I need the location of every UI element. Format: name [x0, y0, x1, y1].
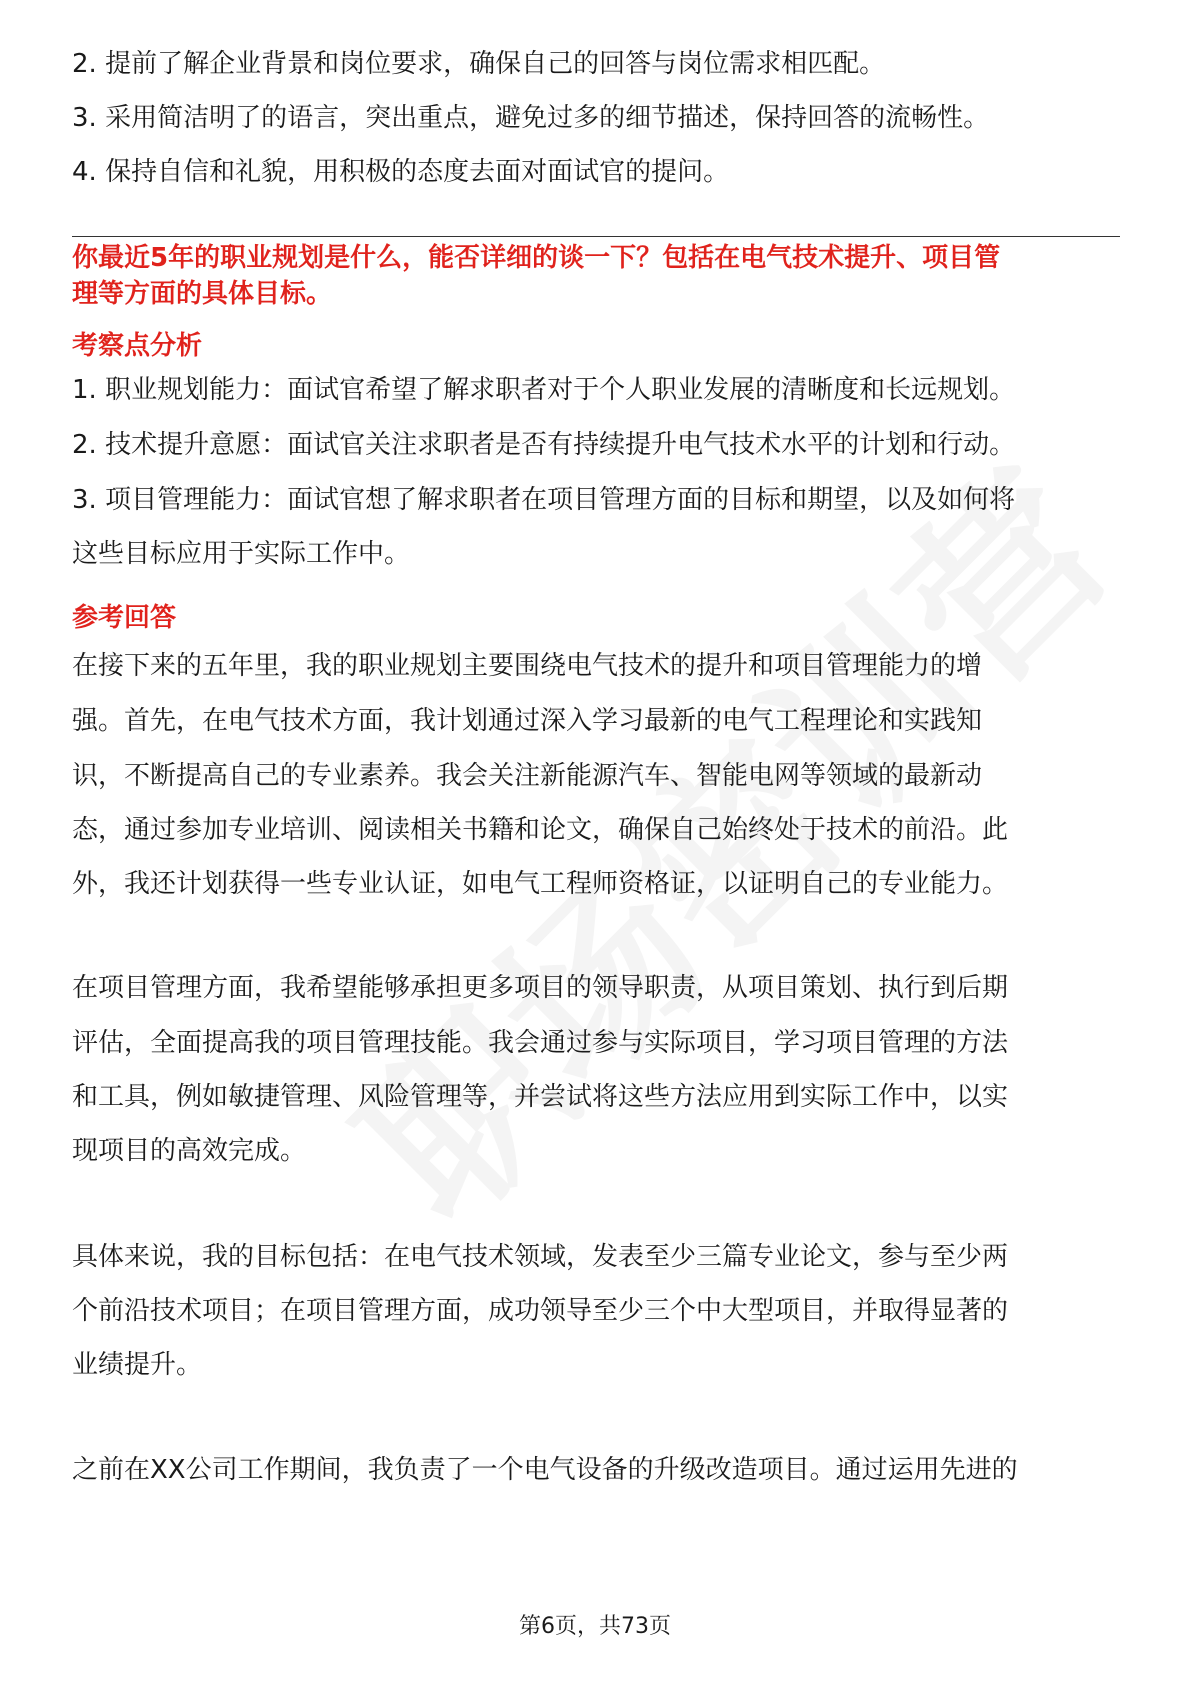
section-divider	[72, 236, 1120, 237]
answer-p1-line-3: 识，不断提高自己的专业素养。我会关注新能源汽车、智能电网等领域的最新动	[72, 761, 983, 791]
answer-p2-line-3: 和工具，例如敏捷管理、风险管理等，并尝试将这些方法应用到实际工作中，以实	[72, 1082, 1009, 1112]
prev-item-2: 2. 提前了解企业背景和岗位要求，确保自己的回答与岗位需求相匹配。	[72, 49, 886, 79]
analysis-item-1: 1. 职业规划能力：面试官希望了解求职者对于个人职业发展的清晰度和长远规划。	[72, 375, 1016, 405]
analysis-heading: 考察点分析	[72, 331, 203, 361]
prev-item-4: 4. 保持自信和礼貌，用积极的态度去面对面试官的提问。	[72, 157, 730, 187]
answer-p3-line-1: 具体来说，我的目标包括：在电气技术领域，发表至少三篇专业论文，参与至少两	[72, 1242, 1009, 1272]
answer-p2-line-1: 在项目管理方面，我希望能够承担更多项目的领导职责，从项目策划、执行到后期	[72, 973, 1009, 1003]
answer-p1-line-1: 在接下来的五年里，我的职业规划主要围绕电气技术的提升和项目管理能力的增	[72, 651, 983, 681]
answer-p3-line-2: 个前沿技术项目；在项目管理方面，成功领导至少三个中大型项目，并取得显著的	[72, 1296, 1009, 1326]
page-number: 第6页，共73页	[519, 1614, 671, 1639]
analysis-item-3-line-1: 3. 项目管理能力：面试官想了解求职者在项目管理方面的目标和期望，以及如何将	[72, 485, 1016, 515]
analysis-item-3-line-2: 这些目标应用于实际工作中。	[72, 539, 411, 569]
answer-p2-line-2: 评估，全面提高我的项目管理技能。我会通过参与实际项目，学习项目管理的方法	[72, 1028, 1009, 1058]
document-page	[72, 0, 1120, 1684]
prev-item-3: 3. 采用简洁明了的语言，突出重点，避免过多的细节描述，保持回答的流畅性。	[72, 103, 990, 133]
analysis-item-2: 2. 技术提升意愿：面试官关注求职者是否有持续提升电气技术水平的计划和行动。	[72, 430, 1016, 460]
answer-p4-line-1: 之前在XX公司工作期间，我负责了一个电气设备的升级改造项目。通过运用先进的	[72, 1455, 1018, 1485]
answer-p2-line-4: 现项目的高效完成。	[72, 1136, 307, 1166]
answer-p1-line-2: 强。首先，在电气技术方面，我计划通过深入学习最新的电气工程理论和实践知	[72, 706, 983, 736]
answer-heading: 参考回答	[72, 603, 177, 633]
answer-p3-line-3: 业绩提升。	[72, 1350, 203, 1380]
question-line-2: 理等方面的具体目标。	[72, 279, 333, 309]
answer-p1-line-5: 外，我还计划获得一些专业认证，如电气工程师资格证，以证明自己的专业能力。	[72, 869, 1009, 899]
question-line-1: 你最近5年的职业规划是什么，能否详细的谈一下？包括在电气技术提升、项目管	[72, 243, 1001, 273]
answer-p1-line-4: 态，通过参加专业培训、阅读相关书籍和论文，确保自己始终处于技术的前沿。此	[72, 815, 1009, 845]
